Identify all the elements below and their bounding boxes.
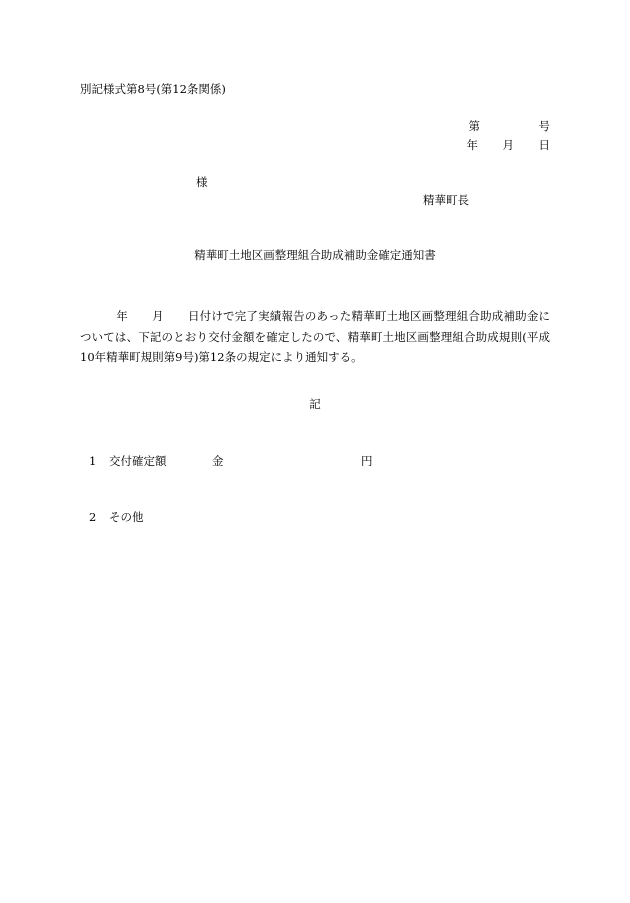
body-text: 日付けで完了実績報告のあった精華町土地区画整理組合助成補助金については、下記のとおり交付金額を確定したので、精華町土地区画整理組合助成規則(平成10年精華町規則第9号)第12条の規定により通知する。 — [80, 309, 551, 364]
item2-label: その他 — [109, 510, 144, 524]
item1-currency-unit: 円 — [361, 454, 373, 468]
item1-currency-prefix: 金 — [212, 454, 224, 468]
document-title: 精華町土地区画整理組合助成補助金確定通知書 — [194, 248, 436, 262]
date-month: 月 — [502, 138, 514, 152]
number-suffix: 号 — [538, 119, 550, 133]
item-grant-amount — [89, 455, 373, 469]
document-number — [469, 120, 551, 134]
item1-number: 1 — [89, 454, 97, 468]
body-month-label: 月 — [151, 309, 164, 323]
number-prefix: 第 — [468, 119, 480, 133]
body-year-label: 年 — [116, 309, 128, 323]
issuer-name: 精華町長 — [423, 193, 469, 207]
document-date — [467, 139, 551, 153]
date-year: 年 — [466, 138, 478, 152]
form-reference: 別記様式第8号(第12条関係) — [80, 82, 226, 96]
item-other — [89, 511, 144, 525]
item1-label: 交付確定額 — [109, 454, 167, 468]
addressee-honorific: 様 — [196, 175, 208, 189]
item2-number: 2 — [89, 510, 97, 524]
ki-heading: 記 — [309, 397, 321, 411]
body-paragraph — [80, 306, 550, 368]
date-day: 日 — [538, 138, 550, 152]
